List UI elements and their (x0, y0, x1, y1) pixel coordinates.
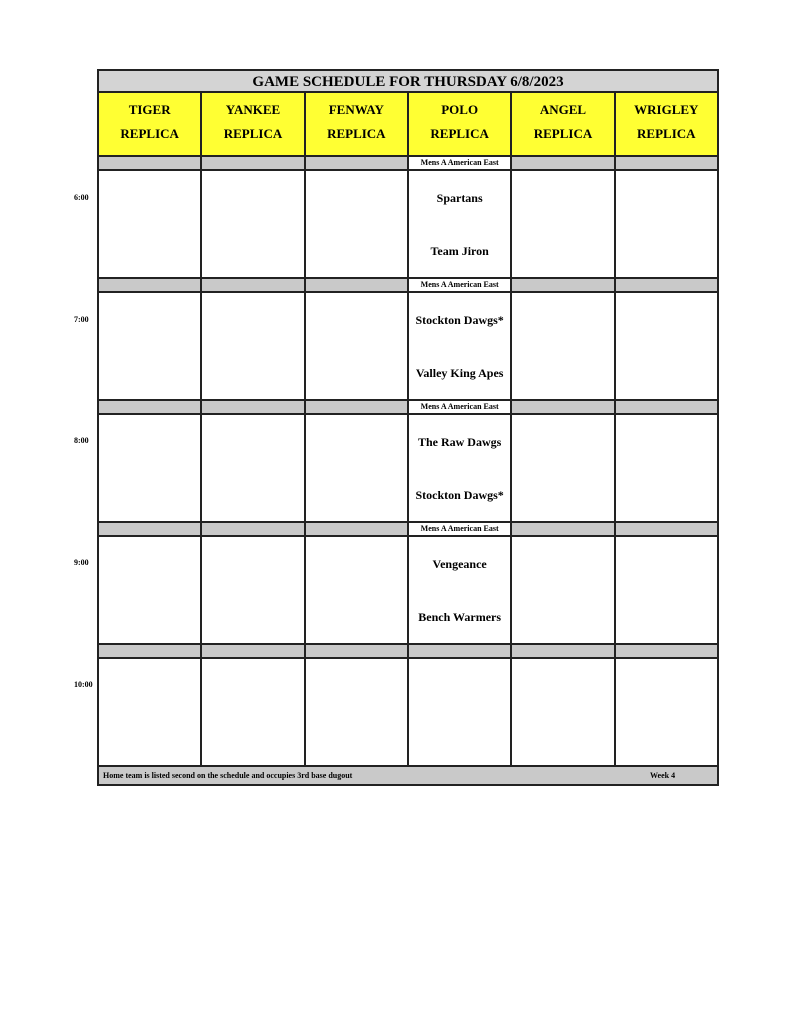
field-header-wrigley: WRIGLEY REPLICA (616, 93, 717, 155)
away-team: Vengeance (432, 557, 487, 571)
field-header-yankee: YANKEE REPLICA (202, 93, 305, 155)
division-label: Mens A American East (409, 401, 512, 413)
division-band (99, 277, 717, 293)
game-cell (409, 293, 512, 399)
time-slot-row (99, 537, 717, 643)
schedule-sheet (97, 69, 719, 786)
away-team: Spartans (436, 191, 483, 205)
time-slot-row (99, 659, 717, 765)
schedule-footer (99, 765, 717, 784)
game-cell (409, 171, 512, 277)
time-label-6: 6:00 (74, 193, 89, 202)
footer-note: Home team is listed second on the schedule and occupies 3rd base dugout (103, 771, 353, 780)
time-label-7: 7:00 (74, 315, 89, 324)
game-cell (409, 659, 512, 765)
division-band (99, 643, 717, 659)
time-label-10: 10:00 (74, 680, 93, 689)
home-team: Team Jiron (430, 244, 489, 258)
division-band (99, 399, 717, 415)
division-label: Mens A American East (409, 279, 512, 291)
division-label: Mens A American East (409, 523, 512, 535)
away-team: Stockton Dawgs* (415, 313, 504, 327)
game-cell (409, 537, 512, 643)
field-header-tiger: TIGER REPLICA (99, 93, 202, 155)
time-label-8: 8:00 (74, 436, 89, 445)
division-label: Mens A American East (409, 157, 512, 169)
field-header-fenway: FENWAY REPLICA (306, 93, 409, 155)
field-header-polo: POLO REPLICA (409, 93, 512, 155)
away-team: The Raw Dawgs (417, 435, 502, 449)
home-team: Stockton Dawgs* (415, 488, 504, 502)
game-cell (409, 415, 512, 521)
division-band (99, 155, 717, 171)
division-label (409, 645, 512, 657)
time-slot-row (99, 171, 717, 277)
time-slot-row (99, 415, 717, 521)
time-label-9: 9:00 (74, 558, 89, 567)
schedule-title: GAME SCHEDULE FOR THURSDAY 6/8/2023 (99, 71, 717, 93)
field-header-row (99, 93, 717, 155)
field-header-angel: ANGEL REPLICA (512, 93, 615, 155)
division-band (99, 521, 717, 537)
time-slot-row (99, 293, 717, 399)
home-team: Bench Warmers (418, 610, 502, 624)
home-team: Valley King Apes (415, 366, 504, 380)
week-label: Week 4 (650, 771, 676, 780)
